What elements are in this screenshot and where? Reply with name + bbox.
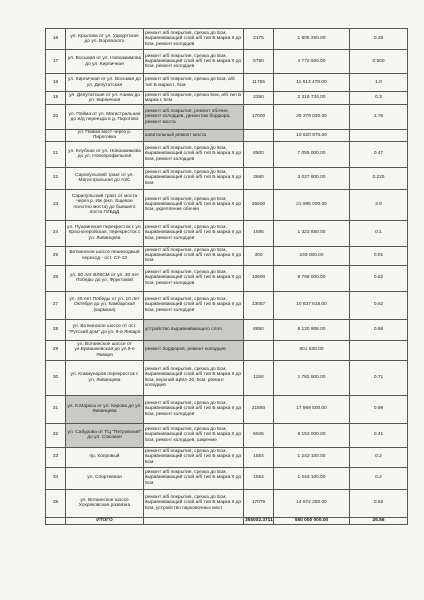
length-value: 0.99: [350, 395, 408, 423]
length-value: 0.01: [350, 246, 408, 265]
cost-value: 1 323 850.00: [274, 220, 350, 246]
row-number: 33: [46, 447, 66, 467]
length-value: 0.2: [350, 467, 408, 489]
row-number: 24: [46, 220, 66, 246]
street-name: ул. Крылова от ул. Удмуртская до ул. Воровского: [66, 29, 144, 50]
street-name: ул. 40 лет Победы от ул. 10 лет Октября до ул. Камбарская (кармана): [66, 291, 144, 319]
row-number: 19: [46, 92, 66, 105]
street-name: пр. Копровый: [66, 447, 144, 467]
table-row: [46, 291, 408, 319]
cost-value: 8 798 000.00: [274, 265, 350, 291]
table-row: [46, 360, 408, 395]
length-value: 0.66: [350, 319, 408, 340]
work-description: ремонт а/б покрытия, срезка до 5см, выравнивающий слой а/б тип Б марка II до 5см: [144, 167, 244, 189]
table-row: [46, 167, 408, 189]
table-row: [46, 265, 408, 291]
table-row: [46, 319, 408, 340]
table-row: [46, 467, 408, 489]
cost-value: 10 620 970.00: [274, 130, 350, 142]
work-description: ремонт а/б покрытия, срезка до 5см, выравнивающий слой а/б тип Б марка II до 5см, ремонт колодцев: [144, 29, 244, 50]
row-number: 30: [46, 360, 66, 395]
cost-value: 8 130 908.00: [274, 319, 350, 340]
area-value: 26500: [244, 189, 274, 220]
length-value: 3.9: [350, 189, 408, 220]
length-value: 0.62: [350, 489, 408, 517]
table-row: [46, 340, 408, 360]
cost-value: 1 605 250.00: [274, 29, 350, 50]
cost-value: 29 379 030.00: [274, 105, 350, 130]
cost-value: 249 000.00: [274, 246, 350, 265]
work-description: ремонт а/б покрытия, срезка до 5см, выравнивающий слой а/б тип Б марка II до 5см, ремонт колодцев: [144, 395, 244, 423]
total-cost: 550 000 000.00: [274, 517, 350, 524]
cost-value: 2 319 734.00: [274, 92, 350, 105]
area-value: 1150: [244, 360, 274, 395]
row-number: [46, 130, 66, 142]
length-value: 0.2: [350, 447, 408, 467]
table-row: [46, 220, 408, 246]
cost-value: 17 969 500.00: [274, 395, 350, 423]
area-value: 10600: [244, 265, 274, 291]
area-value: 1554: [244, 447, 274, 467]
area-value: 300: [244, 246, 274, 265]
row-number: 23: [46, 189, 66, 220]
street-name: ул. Воткинское шоссе Хохряковская развязка: [66, 489, 144, 517]
row-number: 31: [46, 395, 66, 423]
length-value: 1.76: [350, 105, 408, 130]
area-value: [244, 340, 274, 360]
area-value: 13057: [244, 291, 274, 319]
cost-value: 7 055 000.00: [274, 141, 350, 167]
area-value: 17000: [244, 105, 274, 130]
area-value: [244, 130, 274, 142]
street-name: ул. Клубная от ул. Новоажимова до ул. Новопрофильная: [66, 141, 144, 167]
street-name: Воткинское шоссе пешеходный переход - ост. СУ-13: [66, 246, 144, 265]
street-name: ул. Пойма мост через р. Пироговка: [66, 130, 144, 142]
area-value: 17075: [244, 489, 274, 517]
work-description: ремонт а/б покрытия, срезка до 5см, выравнивающий слой а/б тип Б марка II до 5см: [144, 447, 244, 467]
street-name: Сарапульский тракт от моста через р. Иж (вкл. Ещевое полотно моста) до бывшего поста ГИБДД: [66, 189, 144, 220]
cost-value: 3 037 800.00: [274, 167, 350, 189]
street-name: ул. Депутатская от ул. Азина до ул. Кирпичная: [66, 92, 144, 105]
table-row: [46, 105, 408, 130]
cost-value: 1 243 100.00: [274, 467, 350, 489]
length-value: 0.71: [350, 360, 408, 395]
area-value: 3660: [244, 167, 274, 189]
row-number: 29: [46, 340, 66, 360]
length-value: 0.41: [350, 423, 408, 447]
work-description: ремонт а/б покрытия, срезка до 5см, выравнивающий слой а/б тип Б марка II до 5см, ремонт колодцев: [144, 50, 244, 74]
area-value: 6045: [244, 423, 274, 447]
street-name: ул. Пойма от ул. Магистральная до ж/д переезда в д. Пирогово: [66, 105, 144, 130]
work-description: ремонт а/б покрытия, срезка до 5см, выравнивающий слой а/б тип Б марка II до 5см, укрепление обочин: [144, 189, 244, 220]
row-number: 20: [46, 105, 66, 130]
work-description: ремонт а/б покрытия, срезка до 5см, выравнивающий слой а/б тип Б марка II до 5см, устройство парковочных мест: [144, 489, 244, 517]
area-value: 2175: [244, 29, 274, 50]
street-name: ул. 50 лет ВЛКСМ от ул. 30 лет Победы до ул. Фруктовой: [66, 265, 144, 291]
table-body: [46, 29, 408, 525]
area-value: 1554: [244, 467, 274, 489]
street-name: Сарапульский тракт от ул. Магистральная до АЗС: [66, 167, 144, 189]
area-value: 21650: [244, 395, 274, 423]
work-description: ремонт а/б покрытия, срезка 5см, а/б тип Б марка I, 5см: [144, 92, 244, 105]
length-value: 0.225: [350, 167, 408, 189]
cost-value: 4 772 500.00: [274, 50, 350, 74]
area-value: 11765: [244, 74, 274, 92]
row-number: 35: [46, 489, 66, 517]
length-value: 0.47: [350, 141, 408, 167]
cost-value: 11 613 478.00: [274, 74, 350, 92]
table-row: [46, 74, 408, 92]
length-value: 0.1: [350, 220, 408, 246]
work-description: ремонт а/б покрытия, срезка до 5см, выравнивающий слой а/б тип Б марка II до 5см, ремонт колодцев: [144, 265, 244, 291]
total-row: [46, 517, 408, 524]
row-number: 16: [46, 29, 66, 50]
street-name: ул. Воткинское шоссе от ул.Бумашкевская до ул.9-е Января: [66, 340, 144, 360]
work-description: ремонт а/б покрытия, срезка до 5см, выравнивающий слой а/б тип Б марка II до 5см, ремонт колодцев: [144, 141, 244, 167]
street-name: ул. Кирпичная от ул. Восьмая до ул. Депутатская: [66, 74, 144, 92]
cost-value: 21 995 000.00: [274, 189, 350, 220]
row-number: 27: [46, 291, 66, 319]
row-number: 17: [46, 50, 66, 74]
work-description: ремонт а/б покрытия, срезка до 5см, а/б тип Б марка I, 5см: [144, 74, 244, 92]
table-row: [46, 395, 408, 423]
length-value: 1.8: [350, 74, 408, 92]
row-number: 25: [46, 246, 66, 265]
work-description: ремонт а/б покрытия, срезка до 5см, выравнивающий слой а/б тип Б марка II до 5см, верхний ЩМА-20, 5см, ремонт колодцев: [144, 360, 244, 395]
cost-value: 14 672 250.00: [274, 489, 350, 517]
street-name: ул. Восьмая от ул. Новоажимова до ул. Кирпичная: [66, 50, 144, 74]
length-value: 0.62: [350, 291, 408, 319]
work-description: ремонт а/б покрытия, срезка до 5см, выравнивающий слой а/б тип Б марка II до 5см, ремонт колодцев, ширение: [144, 423, 244, 447]
work-description: ремонт а/б покрытия, срезка до 5см, выравнивающий слой а/б тип Б марка II до 5см: [144, 467, 244, 489]
cost-value: 6 153 000.00: [274, 423, 350, 447]
row-number: 18: [46, 74, 66, 92]
length-value: 0.500: [350, 50, 408, 74]
street-name: ул. Сабурова от ТЦ "Петровский" до ул. Союзная: [66, 423, 144, 447]
total-empty-cell: [144, 517, 244, 524]
work-description: ремонт а/б покрытия, ремонт обочин, ремонт колодцев, демонтаж бордюра, ремонт моста: [144, 105, 244, 130]
cost-value: 1 782 500.00: [274, 360, 350, 395]
row-number: 32: [46, 423, 66, 447]
work-description: ремонт а/б покрытия, срезка до 5см, выравнивающий слой а/б тип Б марка II до 5см, ремонт колодцев: [144, 291, 244, 319]
row-number: 26: [46, 265, 66, 291]
table-row: [46, 447, 408, 467]
area-value: 1595: [244, 220, 274, 246]
cost-value: 10 837 618.00: [274, 291, 350, 319]
length-value: [350, 340, 408, 360]
total-length: 26.56: [350, 517, 408, 524]
row-number: 28: [46, 319, 66, 340]
area-value: 2350: [244, 92, 274, 105]
road-works-table: [45, 28, 408, 525]
area-value: 8500: [244, 141, 274, 167]
area-value: 5750: [244, 50, 274, 74]
cost-value: 801 830.00: [274, 340, 350, 360]
street-name: ул. Воткинское шоссе от ост. "Русский дом" до ул. 9-е Января: [66, 319, 144, 340]
length-value: 0.82: [350, 265, 408, 291]
work-description: ремонт а/б покрытия, срезка до 5см, выравнивающий слой а/б тип Б марка II до 5см, ремонт колодцев: [144, 220, 244, 246]
area-value: 8850: [244, 319, 274, 340]
row-number: 22: [46, 167, 66, 189]
work-description: ремонт а/б покрытия, срезка до 5см, выравнивающий слой а/б тип Б марка II до 5см: [144, 246, 244, 265]
street-name: ул. Коммунаров перекресток с ул. Ливанцева: [66, 360, 144, 395]
street-name: ул. К.Маркса от ул. Кирова до ул. Ливанцева: [66, 395, 144, 423]
work-description: капитальный ремонт моста: [144, 130, 244, 142]
length-value: 0.25: [350, 29, 408, 50]
table-row: [46, 189, 408, 220]
total-area: 355002.3711: [245, 517, 273, 523]
length-value: 0.3: [350, 92, 408, 105]
table-row: [46, 246, 408, 265]
street-name: ул. Спортивная: [66, 467, 144, 489]
table-row: [46, 130, 408, 142]
table-row: [46, 489, 408, 517]
length-value: [350, 130, 408, 142]
table-row: [46, 423, 408, 447]
table-row: [46, 29, 408, 50]
work-description: устройство выравнивающего слоя: [144, 319, 244, 340]
total-label: ИТОГО: [66, 517, 144, 524]
work-description: ремонт бордюров, ремонт колодцев: [144, 340, 244, 360]
table-row: [46, 92, 408, 105]
total-empty-cell: [46, 517, 66, 524]
row-number: 21: [46, 141, 66, 167]
table-row: [46, 50, 408, 74]
table-row: [46, 141, 408, 167]
street-name: ул. Пушкинская перекресток с ул. Красногеройская, перекресток с ул. Ливанцева: [66, 220, 144, 246]
row-number: 34: [46, 467, 66, 489]
cost-value: 1 243 100.00: [274, 447, 350, 467]
